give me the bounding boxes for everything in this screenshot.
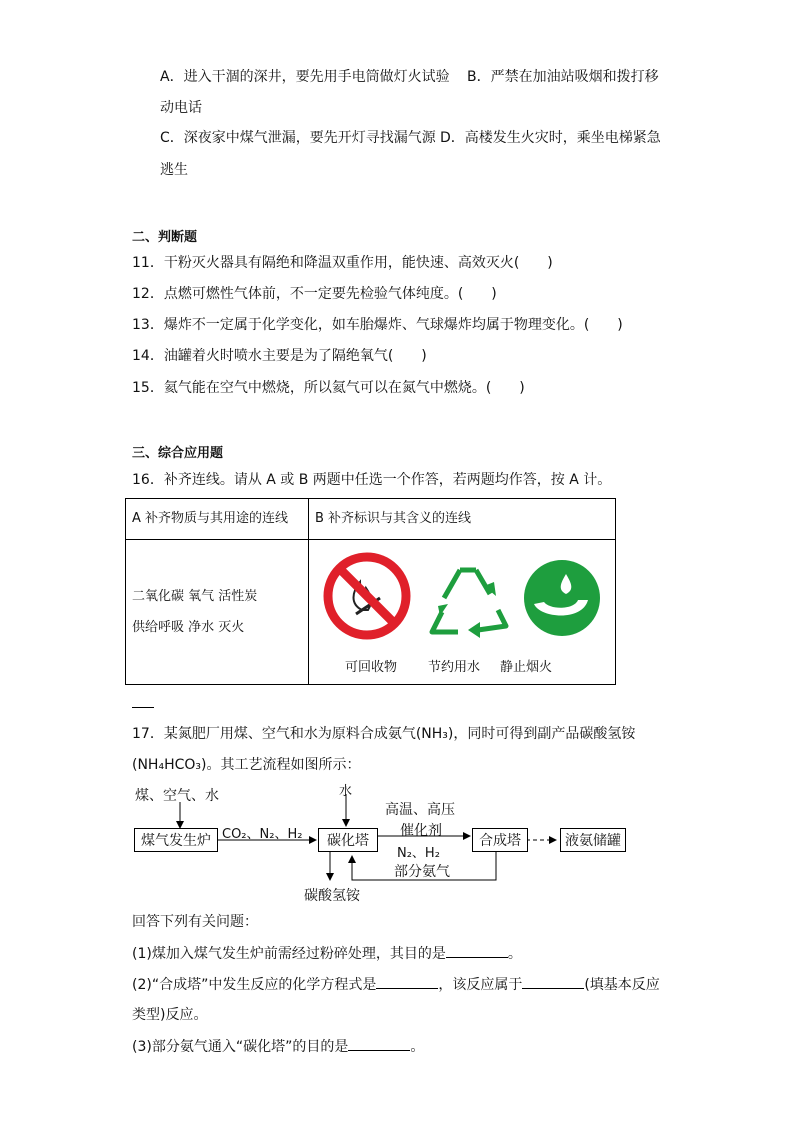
- sub-question-1-period: 。: [507, 946, 522, 962]
- separator-line: [132, 707, 154, 708]
- option-b: B．严禁在加油站吸烟和拨打移: [467, 69, 659, 85]
- sub-question-3-text: (3)部分氨气通入“碳化塔”的目的是: [132, 1039, 349, 1055]
- sub-question-2-cont: 类型)反应。: [132, 1007, 208, 1023]
- option-d-cont: 逃生: [160, 162, 188, 178]
- caption-water-saving: 节约用水: [428, 660, 481, 675]
- question-17-stem-cont: (NH₄HCO₃)。其工艺流程如图所示：: [132, 757, 361, 773]
- uses-row: 供给呼吸 净水 灭火: [132, 620, 245, 635]
- flow-byproduct-label: 碳酸氢铵: [304, 888, 360, 904]
- box-ammonia-storage: 液氨储罐: [560, 828, 626, 852]
- option-b-cont: 动电话: [160, 100, 202, 116]
- sub-question-2-text: (2)“合成塔”中发生反应的化学方程式是: [132, 977, 377, 993]
- flow-water-label: 水: [339, 784, 353, 799]
- col-b-header: B 补齐标识与其含义的连线: [309, 499, 616, 540]
- question-17-stem: 17．某氮肥厂用煤、空气和水为原料合成氨气(NH₃)，同时可得到副产品碳酸氢铵: [132, 726, 636, 742]
- flow-gas-label: CO₂、N₂、H₂: [222, 827, 303, 842]
- sub-question-1-text: (1)煤加入煤气发生炉前需经过粉碎处理，其目的是: [132, 946, 446, 962]
- box-carbonation-tower: 碳化塔: [318, 828, 378, 852]
- flow-recycle-label: 部分氨气: [394, 864, 450, 880]
- water-saving-sign-icon: [520, 556, 604, 640]
- sub-question-2: [132, 974, 660, 995]
- section-heading-judgement: 二、判断题: [132, 230, 198, 245]
- answer-blank-2b[interactable]: [522, 974, 584, 989]
- question-12: 12．点燃可燃性气体前，不一定要先检验气体纯度。( ): [132, 286, 497, 302]
- sub-question-2-text-mid: ，该反应属于: [438, 977, 523, 993]
- answer-prompt: 回答下列有关问题：: [132, 914, 258, 930]
- flow-condition-temp-pressure: 高温、高压: [385, 802, 455, 818]
- sub-question-2-text-end: (填基本反应: [584, 977, 660, 993]
- box-gas-generator: 煤气发生炉: [134, 828, 218, 852]
- question-16-stem: 16．补齐连线。请从 A 或 B 两题中任选一个作答，若两题均作答，按 A 计。: [132, 472, 612, 488]
- answer-blank-1[interactable]: [446, 943, 508, 958]
- option-a: A．进入干涸的深井，要先用手电筒做灯火试验: [160, 69, 450, 85]
- option-c: C．深夜家中煤气泄漏，要先开灯寻找漏气源: [160, 130, 436, 146]
- no-fire-sign-icon: [320, 552, 416, 642]
- flow-condition-catalyst: 催化剂: [400, 823, 442, 839]
- col-a-header: A 补齐物质与其用途的连线: [126, 499, 309, 540]
- col-a-cell: [126, 540, 309, 685]
- sub-question-3-period: 。: [410, 1039, 425, 1055]
- box-synthesis-tower: 合成塔: [472, 828, 528, 852]
- substances-row: 二氧化碳 氧气 活性炭: [132, 589, 258, 604]
- answer-blank-2a[interactable]: [376, 974, 438, 989]
- flow-n2h2-label: N₂、H₂: [397, 846, 440, 861]
- question-14: 14．油罐着火时喷水主要是为了隔绝氧气( ): [132, 348, 427, 364]
- caption-no-fire: 静止烟火: [500, 660, 553, 675]
- caption-recyclable: 可回收物: [345, 660, 398, 675]
- question-13: 13．爆炸不一定属于化学变化，如车胎爆炸、气球爆炸均属于物理变化。( ): [132, 317, 623, 333]
- answer-blank-3[interactable]: [348, 1036, 410, 1051]
- option-d: D．高楼发生火灾时，乘坐电梯紧急: [440, 130, 661, 146]
- question-15: 15．氦气能在空气中燃烧，所以氦气可以在氮气中燃烧。( ): [132, 380, 525, 396]
- question-11: 11．干粉灭火器具有隔绝和降温双重作用，能快速、高效灭火( ): [132, 255, 553, 271]
- sub-question-3: [132, 1036, 424, 1057]
- sub-question-1: [132, 943, 522, 964]
- section-heading-application: 三、综合应用题: [132, 446, 224, 461]
- recycle-sign-icon: [424, 560, 512, 640]
- flow-input-label: 煤、空气、水: [135, 788, 219, 804]
